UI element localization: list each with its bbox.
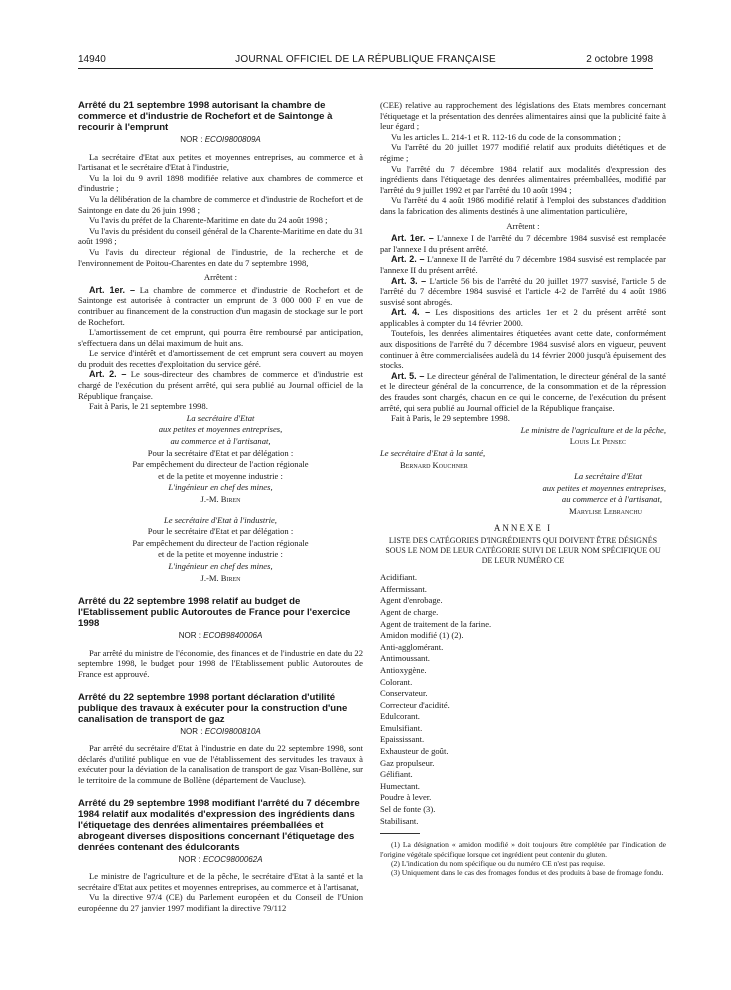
article: Art. 1er. – La chambre de commerce et d'industrie de Rochefort et de Saintonge est autorisée à contracter un emprunt de 3 000 000 F en vue de contribuer au financement de la construction d'un magasin de stockage sur le port de Rochefort. — [78, 284, 363, 327]
list-item: Agent de charge. — [380, 606, 439, 617]
list-item: Anti-agglomérant. — [380, 641, 444, 652]
list-item: Correcteur d'acidité. — [380, 699, 450, 710]
list-item: Emulsifiant. — [380, 722, 423, 733]
paragraph: Le ministre de l'agriculture et de la pêche, le secrétaire d'Etat à la santé et la secrétaire d'Etat aux petites et moyennes entreprises, au commerce et à l'artisanat, — [78, 871, 363, 892]
arretent-label: Arrêtent : — [506, 220, 540, 231]
paragraph: Vu les articles L. 214-1 et R. 112-16 du code de la consommation ; — [391, 131, 621, 142]
list-item: Gélifiant. — [380, 769, 413, 780]
decree-title-3: Arrêté du 22 septembre 1998 portant déclaration d'utilité publique des travaux à exécuter pour la construction d'une canalisation de transport de gaz — [78, 691, 348, 725]
list-item: Affermissant. — [380, 583, 427, 594]
paragraph: Vu l'avis du président du conseil général de la Charente-Maritime en date du 31 août 1998 ; — [78, 225, 363, 247]
left-column — [78, 100, 363, 913]
signature-title: Le secrétaire d'Etat à la santé, — [380, 448, 486, 458]
paragraph: La secrétaire d'Etat aux petites et moyennes entreprises, au commerce et à l'artisanat et le secrétaire d'Etat à l'industrie, — [78, 151, 363, 173]
nor-line-2: NOR : ECOB9840006A — [178, 631, 263, 641]
list-item: Poudre à lever. — [380, 792, 432, 803]
done-at: Fait à Paris, le 21 septembre 1998. — [89, 401, 208, 412]
nor-line-3: NOR : ECOI9800810A — [180, 726, 261, 736]
delegation-line: Pour la secrétaire d'Etat et par délégation : — [147, 447, 294, 458]
list-item: Agent de traitement de la farine. — [380, 618, 492, 629]
paragraph: (CEE) relative au rapprochement des législations des Etats membres concernant l'étiquetage et la présentation des denrées alimentaires ainsi que la publicité faite à leur égard ; — [380, 100, 666, 132]
annex-title: ANNEXE I — [493, 522, 553, 533]
footnote: (3) Uniquement dans le cas des fromages fondus et des produits à base de fromage fondu. — [391, 868, 664, 878]
signature-title: La secrétaire d'Etat — [574, 471, 642, 482]
list-item: Edulcorant. — [380, 711, 420, 722]
signature-title: Le secrétaire d'Etat à l'industrie, — [164, 514, 277, 525]
list-item: Humectant. — [380, 780, 420, 791]
paragraph: Vu l'avis du directeur régional de l'industrie, de la recherche et de l'environnement de Poitou-Charentes en date du 7 septembre 1998, — [78, 246, 363, 268]
signature-title: aux petites et moyennes entreprises, — [158, 424, 283, 435]
done-at: Fait à Paris, le 29 septembre 1998. — [391, 413, 510, 424]
signature-title: Le ministre de l'agriculture et de la pêche, — [520, 424, 666, 435]
signature-title: au commerce et à l'artisanat, — [561, 494, 662, 505]
article: Art. 2. – Le sous-directeur des chambres de commerce et d'industrie est chargé de l'exécution du présent arrêté, qui sera publié au Journal officiel de la République française. — [78, 369, 363, 401]
paragraph: Toutefois, les denrées alimentaires étiquetées avant cette date, conformément aux dispositions de l'arrêté du 7 décembre 1984 susvisé alors en vigueur, peuvent continuer à être commercialisées audelà du 14 février 2000 jusqu'à épuisement des stocks. — [380, 328, 666, 371]
delegation-line: et de la petite et moyenne industrie : — [158, 470, 283, 481]
list-item: Amidon modifié (1) (2). — [380, 630, 464, 641]
list-item: Sel de fonte (3). — [380, 804, 436, 815]
list-item: Antimoussant. — [380, 653, 430, 664]
paragraph: Vu l'avis du préfet de la Charente-Maritime en date du 24 août 1998 ; — [89, 215, 328, 226]
arretent-label: Arrêtent : — [203, 272, 238, 283]
list-item: Conservateur. — [380, 688, 428, 699]
list-item: Colorant. — [380, 676, 413, 687]
signatory-name: Marylise Lebranchu — [568, 505, 642, 516]
signatory-name: J.-M. Biren — [200, 572, 241, 583]
paragraph: Vu la loi du 9 avril 1898 modifiée relative aux chambres de commerce et d'industrie ; — [78, 172, 363, 194]
list-item: Antioxygène. — [380, 664, 427, 675]
footnote: (2) L'indication du nom spécifique ou du numéro CE n'est pas requise. — [391, 859, 606, 869]
list-item: Exhausteur de goût. — [380, 746, 449, 757]
paragraph: Par arrêté du secrétaire d'Etat à l'industrie en date du 22 septembre 1998, sont déclarés d'utilité publique en vue de l'établissement des servitudes les travaux à exécuter pour la déviation de la canalisation de transport de gaz Visan-Bollène, sur le territoire de la commune de Bollène (département de Vaucluse). — [78, 743, 363, 785]
category-list — [380, 572, 666, 827]
paragraph: Vu l'arrêté du 4 août 1986 modifié relatif à l'emploi des substances d'addition dans la fabrication des aliments destinés à une alimentation particulière, — [380, 195, 666, 216]
signatory-name: Bernard Kouchner — [400, 459, 468, 470]
signature-title: au commerce et à l'artisanat, — [170, 436, 271, 447]
article: Art. 2. – L'annexe II de l'arrêté du 7 décembre 1984 susvisé est remplacée par l'annexe II du présent arrêté. — [380, 254, 666, 275]
decree-title-4: Arrêté du 29 septembre 1998 modifiant l'arrêté du 7 décembre 1984 relatif aux modalités d'expression des ingrédients dans l'étiquetage des denrées alimentaires préemballées et abrogeant diverses dispositions concernant l'étiquetage des denrées contenant des édulcorants — [78, 797, 360, 853]
list-item: Epaississant. — [380, 734, 425, 745]
journal-title: JOURNAL OFFICIEL DE LA RÉPUBLIQUE FRANÇAISE — [235, 54, 496, 65]
paragraph: Par arrêté du ministre de l'économie, des finances et de l'industrie en date du 22 septembre 1998, le budget pour 1998 de l'Etablissement public Autoroutes de France est approuvé. — [78, 647, 363, 679]
right-column — [380, 100, 666, 878]
signatory-name: J.-M. Biren — [200, 494, 241, 504]
decree-title-2: Arrêté du 22 septembre 1998 relatif au budget de l'Etablissement public Autoroutes de France pour l'exercice 1998 — [78, 596, 351, 630]
issue-date: 2 octobre 1998 — [586, 54, 653, 65]
paragraph: Le service d'intérêt et d'amortissement de cet emprunt sera couvert au moyen du produit des recettes d'exploitation du service géré. — [78, 348, 363, 369]
article: Art. 5. – Le directeur général de l'alimentation, le directeur général de la santé et le directeur général de la concurrence, de la consommation et de la répression des fraudes sont chargés, chacun en ce qui le concerne, de l'exécution du présent arrêté, qui sera publié au Journal officiel de la République française. — [380, 370, 666, 413]
list-item: Gaz propulseur. — [380, 757, 435, 768]
delegation-line: Pour le secrétaire d'Etat et par délégation : — [147, 526, 294, 537]
paragraph: Vu l'arrêté du 7 décembre 1984 relatif aux modalités d'expression des ingrédients dans l'étiquetage des denrées alimentaires préemballées, modifié par l'arrêté du 9 juillet 1992 et par l'arrêté du 10 août 1994 ; — [380, 163, 666, 195]
decree-title-1: Arrêté du 21 septembre 1998 autorisant la chambre de commerce et d'industrie de Rochefort et de Saintonge à recourir à l'emprunt — [78, 100, 333, 133]
signatory-role: L'ingénieur en chef des mines, — [168, 482, 273, 493]
delegation-line: Par empêchement du directeur de l'action régionale — [132, 537, 309, 548]
list-title: LISTE DES CATÉGORIES D'INGRÉDIENTS QUI DOIVENT ÊTRE DÉSIGNÉS SOUS LE NOM DE LEUR CATÉGORIE SUIVI DE LEUR NOM SPÉCIFIQUE OU DE LEUR NUMÉRO CE — [385, 536, 661, 566]
page-number: 14940 — [78, 54, 106, 65]
delegation-line: Par empêchement du directeur de l'action régionale — [132, 459, 309, 470]
list-item: Stabilisant. — [380, 815, 419, 826]
header-rule — [78, 68, 653, 69]
nor-line-4: NOR : ECOC9800062A — [178, 854, 263, 864]
article: Art. 3. – L'article 56 bis de l'arrêté du 20 juillet 1977 susvisé, l'article 5 de l'arrêté du 7 décembre 1984 susvisé et l'article 4-2 de l'arrêté du 4 août 1986 susvisé sont abrogés. — [380, 275, 667, 307]
delegation-line: et de la petite et moyenne industrie : — [158, 549, 283, 560]
nor-line-1: NOR : ECOI9800809A — [180, 135, 261, 144]
page-header — [78, 54, 653, 68]
footnote: (1) La désignation « amidon modifié » doit toujours être complétée par l'indication de l'origine végétale spécifique lorsque cet ingrédient peut contenir du gluten. — [380, 840, 666, 859]
footnote-divider — [380, 833, 420, 834]
article: Art. 4. – Les dispositions des articles 1er et 2 du présent arrêté sont applicables à compter du 14 février 2000. — [380, 307, 666, 328]
signature-title: La secrétaire d'Etat — [186, 412, 255, 423]
signatory-role: L'ingénieur en chef des mines, — [168, 560, 273, 571]
article: Art. 1er. – L'annexe I de l'arrêté du 7 décembre 1984 susvisé est remplacée par l'annexe I du présent arrêté. — [380, 233, 666, 254]
list-item: Acidifiant. — [380, 572, 417, 583]
signatory-name: Louis Le Pensec — [569, 436, 626, 447]
paragraph: Vu la délibération de la chambre de commerce et d'industrie de Rochefort et de Saintonge en date du 26 juin 1998 ; — [78, 193, 363, 215]
paragraph: L'amortissement de cet emprunt, qui pourra être remboursé par anticipation, s'effectuera dans un délai maximum de huit ans. — [78, 327, 363, 348]
paragraph: Vu la directive 97/4 (CE) du Parlement européen et du Conseil de l'Union européenne du 27 janvier 1997 modifiant la directive 79/112 — [78, 892, 363, 913]
signature-title: aux petites et moyennes entreprises, — [542, 482, 666, 493]
paragraph: Vu l'arrêté du 20 juillet 1977 modifié relatif aux produits diététiques et de régime ; — [380, 142, 666, 163]
list-item: Agent d'enrobage. — [380, 595, 443, 606]
